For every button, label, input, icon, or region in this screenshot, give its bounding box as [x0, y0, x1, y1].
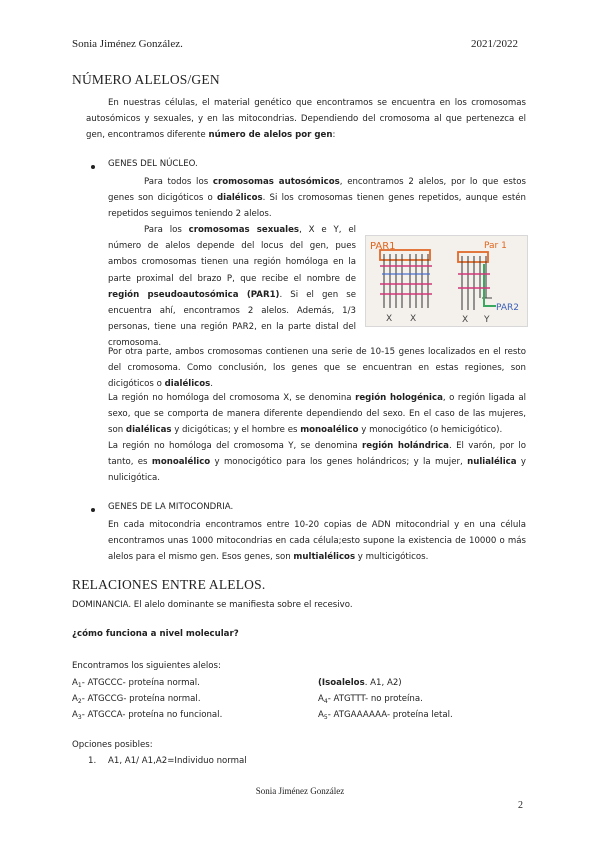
options-title: Opciones posibles: — [72, 740, 153, 750]
molecular-question: ¿cómo funciona a nivel molecular? — [72, 629, 239, 639]
label-x3: X — [462, 315, 469, 325]
label-par1-left: PAR1 — [370, 241, 396, 252]
page-number: 2 — [518, 800, 523, 811]
dominance-text: DOMINANCIA. El alelo dominante se manifiesta sobre el recesivo. — [72, 600, 353, 610]
chromosome-figure — [365, 235, 528, 327]
isoalelos-note: (Isoalelos. A1, A2) — [318, 678, 402, 688]
label-x2: X — [410, 314, 417, 324]
heading-mitochondria: GENES DE LA MITOCONDRIA. — [108, 502, 234, 512]
allele-a3: $A_3-$ ATGCCA- proteína no funcional. — [72, 710, 223, 721]
option-1: A1, A1/ A1,A2=Individuo normal — [108, 756, 247, 766]
bullet-icon — [91, 508, 95, 512]
label-x1: X — [386, 314, 393, 324]
alleles-intro: Encontramos los siguientes alelos: — [72, 661, 221, 671]
allele-a5: $A_5-$ ATGAAAAAA- proteína letal. — [318, 710, 453, 721]
bullet-icon — [91, 165, 95, 169]
nucleus-paragraph-3: Por otra parte, ambos cromosomas contienen una serie de 10-15 genes localizados en el resto del cromosoma. Como conclusión, los genes que se encuentran en estas regiones, son dicigóticos o dialélicos. — [108, 347, 526, 390]
footer-author: Sonia Jiménez González — [255, 786, 345, 796]
heading-nucleus: GENES DEL NÚCLEO. — [108, 159, 198, 169]
header-author: Sonia Jiménez González. — [72, 38, 183, 50]
mito-paragraph: En cada mitocondria encontramos entre 10-20 copias de ADN mitocondrial y en una célula encontramos unas 1000 mitocondrias en cada célula;esto supone la existencia de 10000 o más alelos para el mismo gen. Esos genes, son multialélicos y multicigóticos. — [108, 520, 526, 563]
option-number: 1. — [88, 756, 97, 766]
nucleus-paragraph-2: Para los cromosomas sexuales, X e Y, el número de alelos depende del locus del gen, pues ambos cromosomas tienen una región homóloga en la parte proximal del brazo P, que recibe el nombre de región pseudoautosómica (PAR1). Si el gen se encuentra ahí, encontramos 2 alelos. Además, 1/3 personas, tiene una región PAR2, en la parte distal del cromosoma. — [108, 225, 356, 349]
header-year: 2021/2022 — [471, 38, 519, 50]
intro-paragraph: En nuestras células, el material genético que encontramos se encuentra en los cromosomas autosómicos y sexuales, y en las mitocondrias. Dependiendo del cromosoma al que pertenezca el gen, encontramos diferente número de alelos por gen: — [86, 98, 526, 141]
allele-a1: $A_1-$ ATGCCC- proteína normal. — [72, 678, 200, 689]
section-title-allele-relations: RELACIONES ENTRE ALELOS. — [72, 577, 266, 592]
allele-a4: $A_4-$ ATGTTT- no proteína. — [318, 694, 423, 705]
nucleus-paragraph-1: Para todos los cromosomas autosómicos, encontramos 2 alelos, por lo que estos genes son dicigóticos o dialélicos. Si los cromosomas tienen genes repetidos, aunque estén repetidos seguimos teniendo 2 alelos. — [108, 177, 526, 220]
nucleus-paragraph-5: La región no homóloga del cromosoma Y, se denomina región holándrica. El varón, por lo tanto, es monoalélico y monocigótico para los genes holándricos; y la mujer, nulialélica y nulicigótica. — [108, 441, 526, 484]
label-par2: PAR2 — [496, 303, 519, 313]
allele-a2: $A_2-$ ATGCCG- proteína normal. — [72, 694, 201, 705]
chromosome-drawing — [366, 236, 527, 326]
section-title-alleles-per-gene: NÚMERO ALELOS/GEN — [72, 72, 220, 87]
label-par1-right: Par 1 — [484, 241, 507, 251]
label-y1: Y — [484, 315, 490, 325]
nucleus-paragraph-4: La región no homóloga del cromosoma X, se denomina región hologénica, o región ligada al sexo, que se comporta de manera diferente dependiendo del sexo. En el caso de las mujeres, son dialélicas y dicigóticas; y el hombre es monoalélico y monocigótico (o hemicigótico). — [108, 393, 526, 436]
